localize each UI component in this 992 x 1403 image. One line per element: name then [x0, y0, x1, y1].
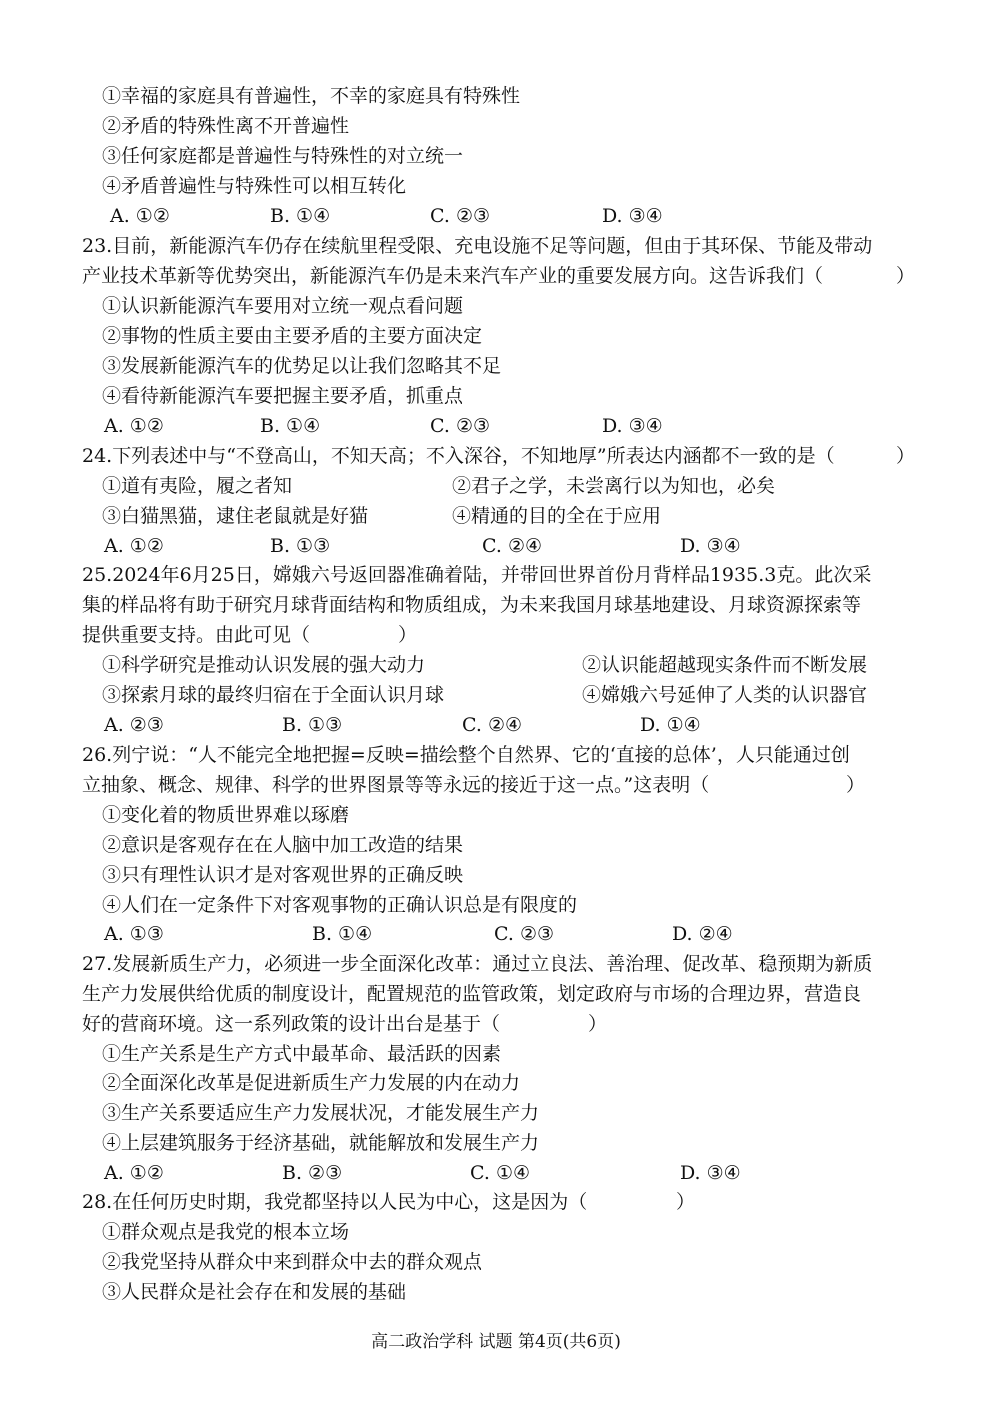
- q23-option-2: ②事物的性质主要由主要矛盾的主要方面决定: [102, 325, 483, 347]
- q24-stem-line-1: 24.下列表述中与“不登高山，不知天高；不入深谷，不知地厚”所表达内涵都不一致的是（: [82, 445, 835, 467]
- q27-answer-b: B. ②③: [282, 1162, 343, 1184]
- q24-answer-c: C. ②④: [482, 535, 543, 557]
- q26-answer-a: A. ①③: [104, 923, 164, 945]
- q23-answer-a: A. ①②: [104, 415, 164, 437]
- q26-stem-line-2: 立抽象、概念、规律、科学的世界图景等等永远的接近于这一点。”这表明（: [82, 774, 710, 796]
- q26-option-1: ①变化着的物质世界难以琢磨: [102, 804, 350, 826]
- q23-option-4: ④看待新能源汽车要把握主要矛盾，抓重点: [102, 385, 464, 407]
- q24-option-4: ④精通的目的全在于应用: [452, 505, 662, 527]
- q28-option-2: ②我党坚持从群众中来到群众中去的群众观点: [102, 1251, 483, 1273]
- q27-option-1: ①生产关系是生产方式中最革命、最活跃的因素: [102, 1043, 502, 1065]
- q25-option-1: ①科学研究是推动认识发展的强大动力: [102, 654, 426, 676]
- q27-stem-line-1: 27.发展新质生产力，必须进一步全面深化改革：通过立良法、善治理、促改革、稳预期为新质: [82, 953, 873, 975]
- q22-answer-d: D. ③④: [602, 205, 663, 227]
- q26-option-3: ③只有理性认识才是对客观世界的正确反映: [102, 864, 464, 886]
- q25-option-4: ④嫦娥六号延伸了人类的认识器官: [582, 684, 868, 706]
- q23-answer-bracket: ）: [896, 265, 916, 287]
- q27-option-3: ③生产关系要适应生产力发展状况，才能发展生产力: [102, 1102, 540, 1124]
- q28-stem-line-1: 28.在任何历史时期，我党都坚持以人民为中心，这是因为（: [82, 1191, 588, 1213]
- q28-answer-bracket: ）: [676, 1191, 696, 1213]
- q23-stem-line-2: 产业技术革新等优势突出，新能源汽车仍是未来汽车产业的重要发展方向。这告诉我们（: [82, 265, 824, 287]
- q27-answer-bracket: ）: [588, 1013, 608, 1035]
- q26-answer-bracket: ）: [846, 774, 866, 796]
- q25-answer-c: C. ②④: [462, 714, 523, 736]
- q25-stem-line-2: 集的样品将有助于研究月球背面结构和物质组成，为未来我国月球基地建设、月球资源探索等: [82, 594, 862, 616]
- q24-answer-d: D. ③④: [680, 535, 741, 557]
- q26-answer-b: B. ①④: [312, 923, 373, 945]
- q22-option-3: ③任何家庭都是普遍性与特殊性的对立统一: [102, 145, 464, 167]
- q23-answer-c: C. ②③: [430, 415, 491, 437]
- q27-stem-line-3: 好的营商环境。这一系列政策的设计出台是基于（: [82, 1013, 501, 1035]
- q24-option-2: ②君子之学，未尝离行以为知也，必矣: [452, 475, 776, 497]
- q27-answer-a: A. ①②: [104, 1162, 164, 1184]
- q24-option-3: ③白猫黑猫，逮住老鼠就是好猫: [102, 505, 369, 527]
- q27-option-4: ④上层建筑服务于经济基础，就能解放和发展生产力: [102, 1132, 540, 1154]
- q25-answer-b: B. ①③: [282, 714, 343, 736]
- q22-answer-b: B. ①④: [270, 205, 331, 227]
- q27-stem-line-2: 生产力发展供给优质的制度设计，配置规范的监管政策，划定政府与市场的合理边界，营造良: [82, 983, 862, 1005]
- q27-answer-d: D. ③④: [680, 1162, 741, 1184]
- q25-stem-line-1: 25.2024年6月25日，嫦娥六号返回器准确着陆，并带回世界首份月背样品1935.3克。此次采: [82, 564, 872, 586]
- q25-answer-a: A. ②③: [104, 714, 164, 736]
- q26-answer-c: C. ②③: [494, 923, 555, 945]
- q23-answer-b: B. ①④: [260, 415, 321, 437]
- q24-answer-a: A. ①②: [104, 535, 164, 557]
- q27-option-2: ②全面深化改革是促进新质生产力发展的内在动力: [102, 1072, 521, 1094]
- q22-option-1: ①幸福的家庭具有普遍性，不幸的家庭具有特殊性: [102, 85, 521, 107]
- q22-answer-c: C. ②③: [430, 205, 491, 227]
- q23-option-1: ①认识新能源汽车要用对立统一观点看问题: [102, 295, 464, 317]
- q24-answer-b: B. ①③: [270, 535, 331, 557]
- q23-option-3: ③发展新能源汽车的优势足以让我们忽略其不足: [102, 355, 502, 377]
- q25-stem-line-3: 提供重要支持。由此可见（: [82, 624, 311, 646]
- q28-option-1: ①群众观点是我党的根本立场: [102, 1221, 350, 1243]
- q25-option-2: ②认识能超越现实条件而不断发展: [582, 654, 868, 676]
- q22-option-4: ④矛盾普遍性与特殊性可以相互转化: [102, 175, 407, 197]
- q23-answer-d: D. ③④: [602, 415, 663, 437]
- q22-answer-a: A. ①②: [110, 205, 170, 227]
- q25-option-3: ③探索月球的最终归宿在于全面认识月球: [102, 684, 445, 706]
- q26-option-2: ②意识是客观存在在人脑中加工改造的结果: [102, 834, 464, 856]
- q28-option-3: ③人民群众是社会存在和发展的基础: [102, 1281, 407, 1303]
- q25-answer-bracket: ）: [398, 624, 418, 646]
- q24-option-1: ①道有夷险，履之者知: [102, 475, 293, 497]
- q26-answer-d: D. ②④: [672, 923, 733, 945]
- q26-stem-line-1: 26.列宁说：“人不能完全地把握=反映=描绘整个自然界、它的‘直接的总体’，人只能通过创: [82, 744, 850, 766]
- q22-option-2: ②矛盾的特殊性离不开普遍性: [102, 115, 350, 137]
- page-footer: 高二政治学科 试题 第4页(共6页): [371, 1332, 621, 1352]
- q24-answer-bracket: ）: [896, 445, 916, 467]
- q27-answer-c: C. ①④: [470, 1162, 531, 1184]
- q26-option-4: ④人们在一定条件下对客观事物的正确认识总是有限度的: [102, 894, 578, 916]
- q23-stem-line-1: 23.目前，新能源汽车仍存在续航里程受限、充电设施不足等问题，但由于其环保、节能及带动: [82, 235, 873, 257]
- q25-answer-d: D. ①④: [640, 714, 701, 736]
